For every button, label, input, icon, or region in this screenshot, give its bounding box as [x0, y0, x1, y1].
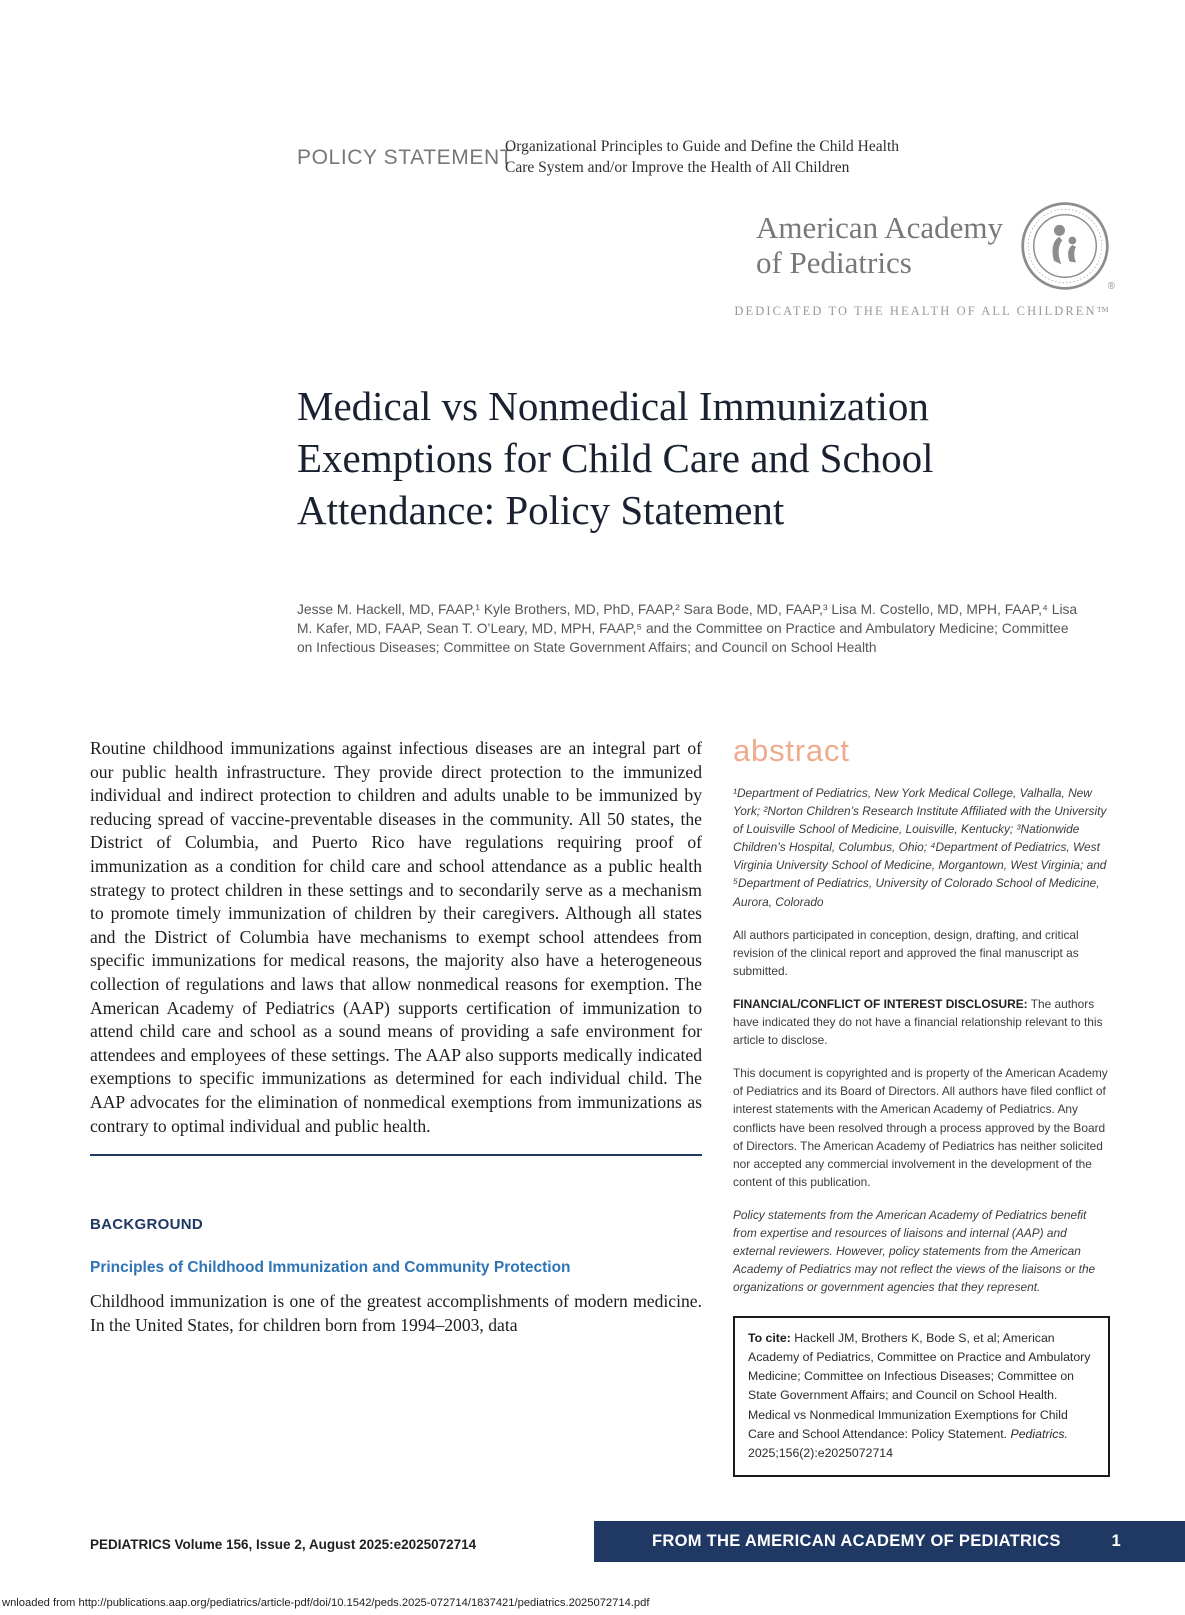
citation-box	[733, 1316, 1110, 1476]
logo-tagline: DEDICATED TO THE HEALTH OF ALL CHILDREN™	[734, 304, 1111, 318]
abstract-heading: abstract	[733, 733, 850, 768]
content-columns	[90, 733, 1110, 1477]
policy-statement-kicker: POLICY STATEMENT	[297, 146, 514, 169]
aap-logo	[755, 200, 1115, 292]
org-principles-line2: Care System and/or Improve the Health of All Children	[505, 158, 850, 176]
affiliations-note: ¹Department of Pediatrics, New York Medical College, Valhalla, New York; ²Norton Children’s Research Institute Affiliated with the University of Louisville School of Medicine, Louisville, Kentucky; ³Nationwide Children’s Hospital, Columbus, Ohio; ⁴Department of Pediatrics, West Virginia University School of Medicine, Morgantown, West Virginia; and ⁵Department of Pediatrics, University of Colorado School of Medicine, Aurora, Colorado	[733, 786, 1107, 909]
disclosure-label: FINANCIAL/CONFLICT OF INTEREST DISCLOSURE:	[733, 996, 1028, 1011]
cite-body: Hackell JM, Brothers K, Bode S, et al; American Academy of Pediatrics, Committee on Practice and Ambulatory Medicine; Committee on Infectious Diseases; Committee on State Government Affairs; and Council on School Health. Medical vs Nonmedical Immunization Exemptions for Child Care and School Attendance: Policy Statement.	[748, 1331, 1091, 1441]
background-heading: BACKGROUND	[90, 1216, 203, 1234]
footer-banner-text: FROM THE AMERICAN ACADEMY OF PEDIATRICS	[652, 1532, 1061, 1550]
principles-subheading: Principles of Childhood Immunization and Community Protection	[90, 1259, 571, 1277]
cite-journal: Pediatrics.	[1010, 1426, 1068, 1441]
liaisons-note: Policy statements from the American Academy of Pediatrics benefit from expertise and resources of liaisons and internal (AAP) and external reviewers. However, policy statements from the American Academy of Pediatrics may not reflect the views of the liaisons or the organizations or government agencies that they represent.	[733, 1207, 1096, 1295]
disclosure-text: The authors have indicated they do not have a financial relationship relevant to this article to disclose.	[733, 996, 1103, 1048]
abstract-column	[733, 733, 1110, 1477]
aap-logo-line1: American Academy	[755, 210, 1003, 246]
journal-volume-line: PEDIATRICS Volume 156, Issue 2, August 2025:e2025072714	[90, 1537, 477, 1552]
main-column	[90, 737, 702, 1477]
org-principles-line1: Organizational Principles to Guide and Define the Child Health	[505, 138, 900, 155]
aap-logo-line2: of Pediatrics	[755, 245, 912, 280]
section-divider	[90, 1154, 702, 1156]
download-url: wnloaded from http://publications.aap.org/pediatrics/article-pdf/doi/10.1542/peds.2025-072714/1837421/pediatrics.2025072714.pdf	[2, 1597, 650, 1609]
author-list: Jesse M. Hackell, MD, FAAP,¹ Kyle Brothers, MD, PhD, FAAP,² Sara Bode, MD, FAAP,³ Lisa M. Costello, MD, MPH, FAAP,⁴ Lisa M. Kafer, MD, FAAP, Sean T. O’Leary, MD, MPH, FAAP,⁵ and the Committee on Practice and Ambulatory Medicine; Committee on Infectious Diseases; Committee on State Government Affairs; and Council on School Health	[297, 602, 1078, 655]
page-number: 1	[1111, 1532, 1121, 1550]
aap-logo-wordmark	[756, 211, 1003, 280]
cite-label: To cite:	[748, 1331, 795, 1346]
article-title: Medical vs Nonmedical Immunization Exemptions for Child Care and School Attendance: Policy Statement	[297, 383, 934, 533]
background-paragraph: Childhood immunization is one of the greatest accomplishments of modern medicine. In the United States, for children born from 1994–2003, data	[90, 1291, 702, 1335]
registered-mark: ®	[1107, 281, 1115, 292]
copyright-notice: This document is copyrighted and is property of the American Academy of Pediatrics and its Board of Directors. All authors have filed conflict of interest statements with the American Academy of Pediatrics. Any conflicts have been resolved through a process approved by the Board of Directors. The American Academy of Pediatrics has neither solicited nor accepted any commercial involvement in the development of the content of this publication.	[733, 1066, 1108, 1189]
cite-tail: 2025;156(2):e2025072714	[748, 1445, 893, 1460]
author-contributions-note: All authors participated in conception, design, drafting, and critical revision of the clinical report and approved the final manuscript as submitted.	[733, 927, 1079, 978]
disclosure-note	[733, 995, 1110, 1049]
intro-paragraph: Routine childhood immunizations against infectious diseases are an integral part of our public health infrastructure. They provide direct protection to the immunized individual and indirect protection to children and adults unable to be immunized by reducing spread of vaccine-preventable diseases in the community. All 50 states, the District of Columbia, and Puerto Rico have regulations requiring proof of immunization as a condition for child care and school attendance as a public health strategy to protect children in these settings and to secondarily serve as a mechanism to promote timely immunization of children by their caregivers. Although all states and the District of Columbia have mechanisms to exempt school attendees from specific immunizations for medical reasons, the majority also have a heterogeneous collection of regulations and laws that allow nonmedical reasons for exemption. The American Academy of Pediatrics (AAP) supports certification of immunization to attend child care and school as a sound means of providing a safe environment for attendees and employees of these settings. The AAP also supports medically indicated exemptions to specific immunizations as determined for each individual child. The AAP advocates for the elimination of nonmedical exemptions from immunizations as contrary to optimal individual and public health.	[90, 738, 702, 1136]
footer-banner	[594, 1521, 1185, 1562]
aap-seal-icon	[1019, 200, 1115, 292]
org-principles	[505, 137, 899, 178]
